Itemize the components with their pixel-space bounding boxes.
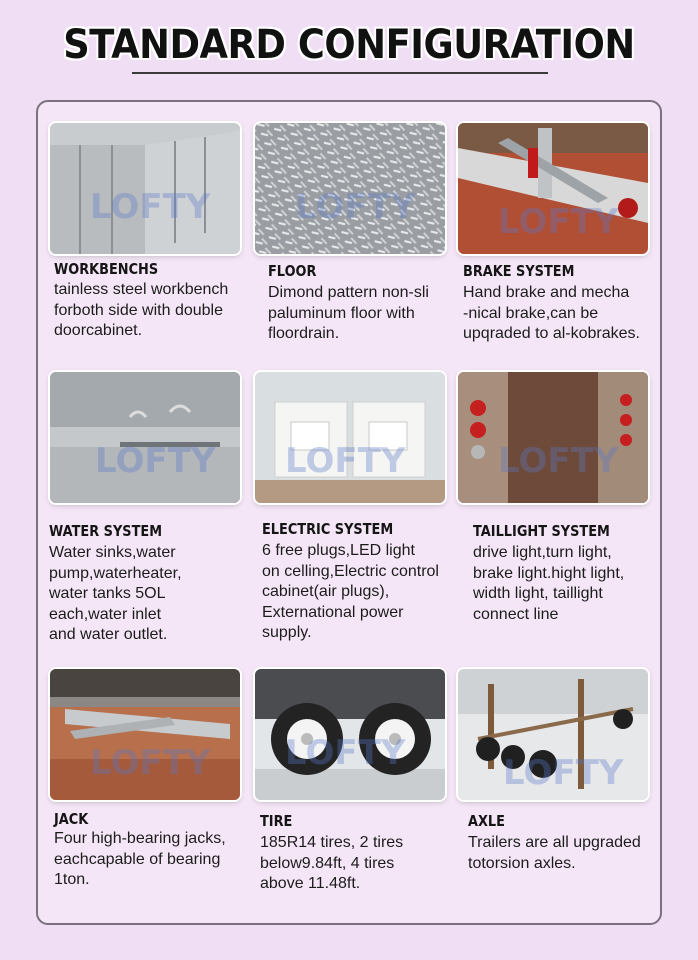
axle-description: Trailers are all upgraded totorsion axles. (468, 834, 641, 872)
taillight-heading: TAILLIGHT SYSTEM (473, 522, 610, 540)
svg-text:LOFTY: LOFTY (95, 441, 216, 481)
water-system-photo (50, 372, 240, 503)
svg-text:LOFTY: LOFTY (498, 441, 619, 481)
axle-heading: AXLE (468, 812, 505, 830)
floor-description: Dimond pattern non-sli paluminum floor with floordrain. (268, 284, 429, 342)
workbench-heading: WORKBENCHS (54, 260, 159, 278)
floor-heading: FLOOR (268, 262, 317, 280)
workbench-description: tainless steel workbench forboth side with double doorcabinet. (54, 281, 229, 339)
page-title: STANDARD CONFIGURATION (63, 22, 635, 68)
svg-text:LOFTY: LOFTY (285, 733, 406, 773)
floor-photo (255, 123, 445, 254)
electric-photo (255, 372, 445, 503)
water-description: Water sinks,water pump,waterheater, water tanks 5OL each,water inlet and water outlet. (49, 544, 182, 643)
brake-heading: BRAKE SYSTEM (463, 262, 575, 280)
jack-description: Four high-bearing jacks, eachcapable of bearing 1ton. (54, 830, 226, 888)
taillight-description: drive light,turn light, brake light.hight light, width light, taillight connect line (473, 544, 625, 623)
tire-heading: TIRE (260, 812, 293, 830)
workbench-photo (50, 123, 240, 254)
svg-text:LOFTY: LOFTY (90, 743, 211, 783)
jack-heading: JACK (54, 810, 89, 828)
tire-photo (255, 669, 445, 800)
title-underline (132, 72, 548, 74)
svg-text:LOFTY: LOFTY (503, 753, 624, 793)
jack-photo (50, 669, 240, 800)
tire-description: 185R14 tires, 2 tires below9.84ft, 4 tires above 11.48ft. (260, 834, 404, 892)
brake-photo (458, 123, 648, 254)
water-heading: WATER SYSTEM (49, 522, 163, 540)
electric-description: 6 free plugs,LED light on celling,Electric control cabinet(air plugs), Externational power supply. (262, 542, 439, 641)
svg-text:LOFTY: LOFTY (498, 202, 619, 242)
taillight-photo (458, 372, 648, 503)
svg-text:LOFTY: LOFTY (295, 187, 416, 227)
axle-photo (458, 669, 648, 800)
svg-text:LOFTY: LOFTY (285, 441, 406, 481)
electric-heading: ELECTRIC SYSTEM (262, 520, 394, 538)
svg-text:LOFTY: LOFTY (90, 187, 211, 227)
brake-description: Hand brake and mecha -nical brake,can be upqraded to al-kobrakes. (463, 284, 640, 342)
